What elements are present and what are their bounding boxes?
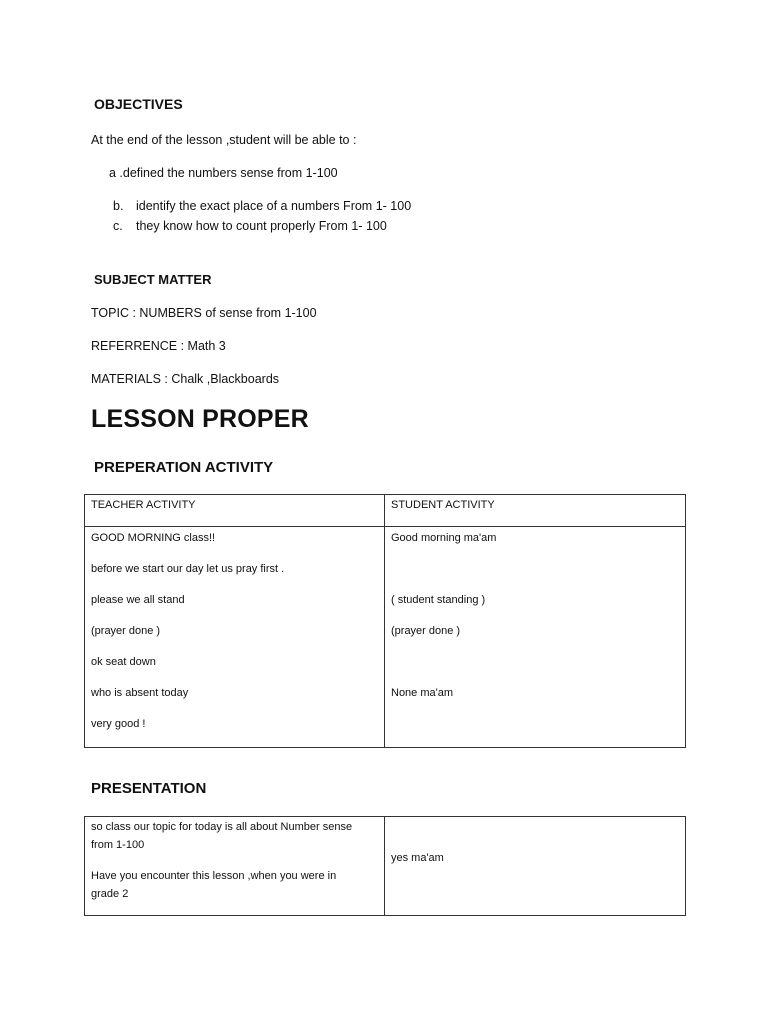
objective-item-b: identify the exact place of a numbers From 1- 100 (136, 199, 412, 213)
objective-marker-c: c. (113, 219, 123, 233)
student-line (391, 716, 679, 747)
teacher-activity-cell (85, 527, 385, 748)
presentation-heading: PRESENTATION (91, 780, 207, 797)
subject-matter-heading: SUBJECT MATTER (94, 272, 212, 287)
student-activity-label: STUDENT ACTIVITY (391, 499, 495, 511)
subject-reference: REFERRENCE : Math 3 (91, 339, 226, 353)
teacher-line: (prayer done ) (91, 625, 161, 637)
presentation-teacher-cell (85, 817, 385, 916)
preparation-table (84, 494, 686, 748)
subject-topic: TOPIC : NUMBERS of sense from 1-100 (91, 306, 317, 320)
lesson-proper-heading: LESSON PROPER (91, 405, 309, 433)
teacher-line: GOOD MORNING class!! (91, 532, 216, 544)
student-line: None ma'am (391, 687, 454, 699)
presentation-student-cell (385, 817, 686, 916)
student-line: (prayer done ) (391, 625, 461, 637)
objective-item-a: a .defined the numbers sense from 1-100 (109, 166, 338, 180)
objective-marker-b: b. (113, 199, 124, 213)
student-line: Good morning ma'am (391, 532, 497, 544)
teacher-line: who is absent today (91, 687, 189, 699)
presentation-teacher-line: Have you encounter this lesson ,when you were in (91, 870, 337, 882)
student-line (391, 561, 679, 592)
presentation-teacher-line: from 1-100 (91, 839, 145, 851)
presentation-student-reply: yes ma'am (391, 852, 444, 864)
objectives-intro: At the end of the lesson ,student will be able to : (91, 133, 357, 147)
objective-item-c: they know how to count properly From 1- 100 (136, 219, 387, 233)
teacher-activity-header (85, 495, 385, 527)
teacher-line: very good ! (91, 718, 146, 730)
preparation-header-row (85, 495, 686, 527)
student-line: ( student standing ) (391, 594, 486, 606)
student-activity-cell (385, 527, 686, 748)
teacher-activity-label: TEACHER ACTIVITY (91, 499, 196, 511)
student-line (391, 654, 679, 685)
presentation-row (85, 817, 686, 916)
teacher-line: ok seat down (91, 656, 156, 668)
presentation-table (84, 816, 686, 916)
preparation-heading: PREPERATION ACTIVITY (94, 459, 274, 476)
presentation-teacher-line: so class our topic for today is all about Number sense (91, 821, 353, 833)
teacher-line: before we start our day let us pray first . (91, 563, 285, 575)
subject-materials: MATERIALS : Chalk ,Blackboards (91, 372, 280, 386)
preparation-body-row (85, 527, 686, 748)
presentation-teacher-line: grade 2 (91, 888, 129, 900)
objectives-heading: OBJECTIVES (94, 96, 183, 112)
teacher-line: please we all stand (91, 594, 185, 606)
student-activity-header (385, 495, 686, 527)
